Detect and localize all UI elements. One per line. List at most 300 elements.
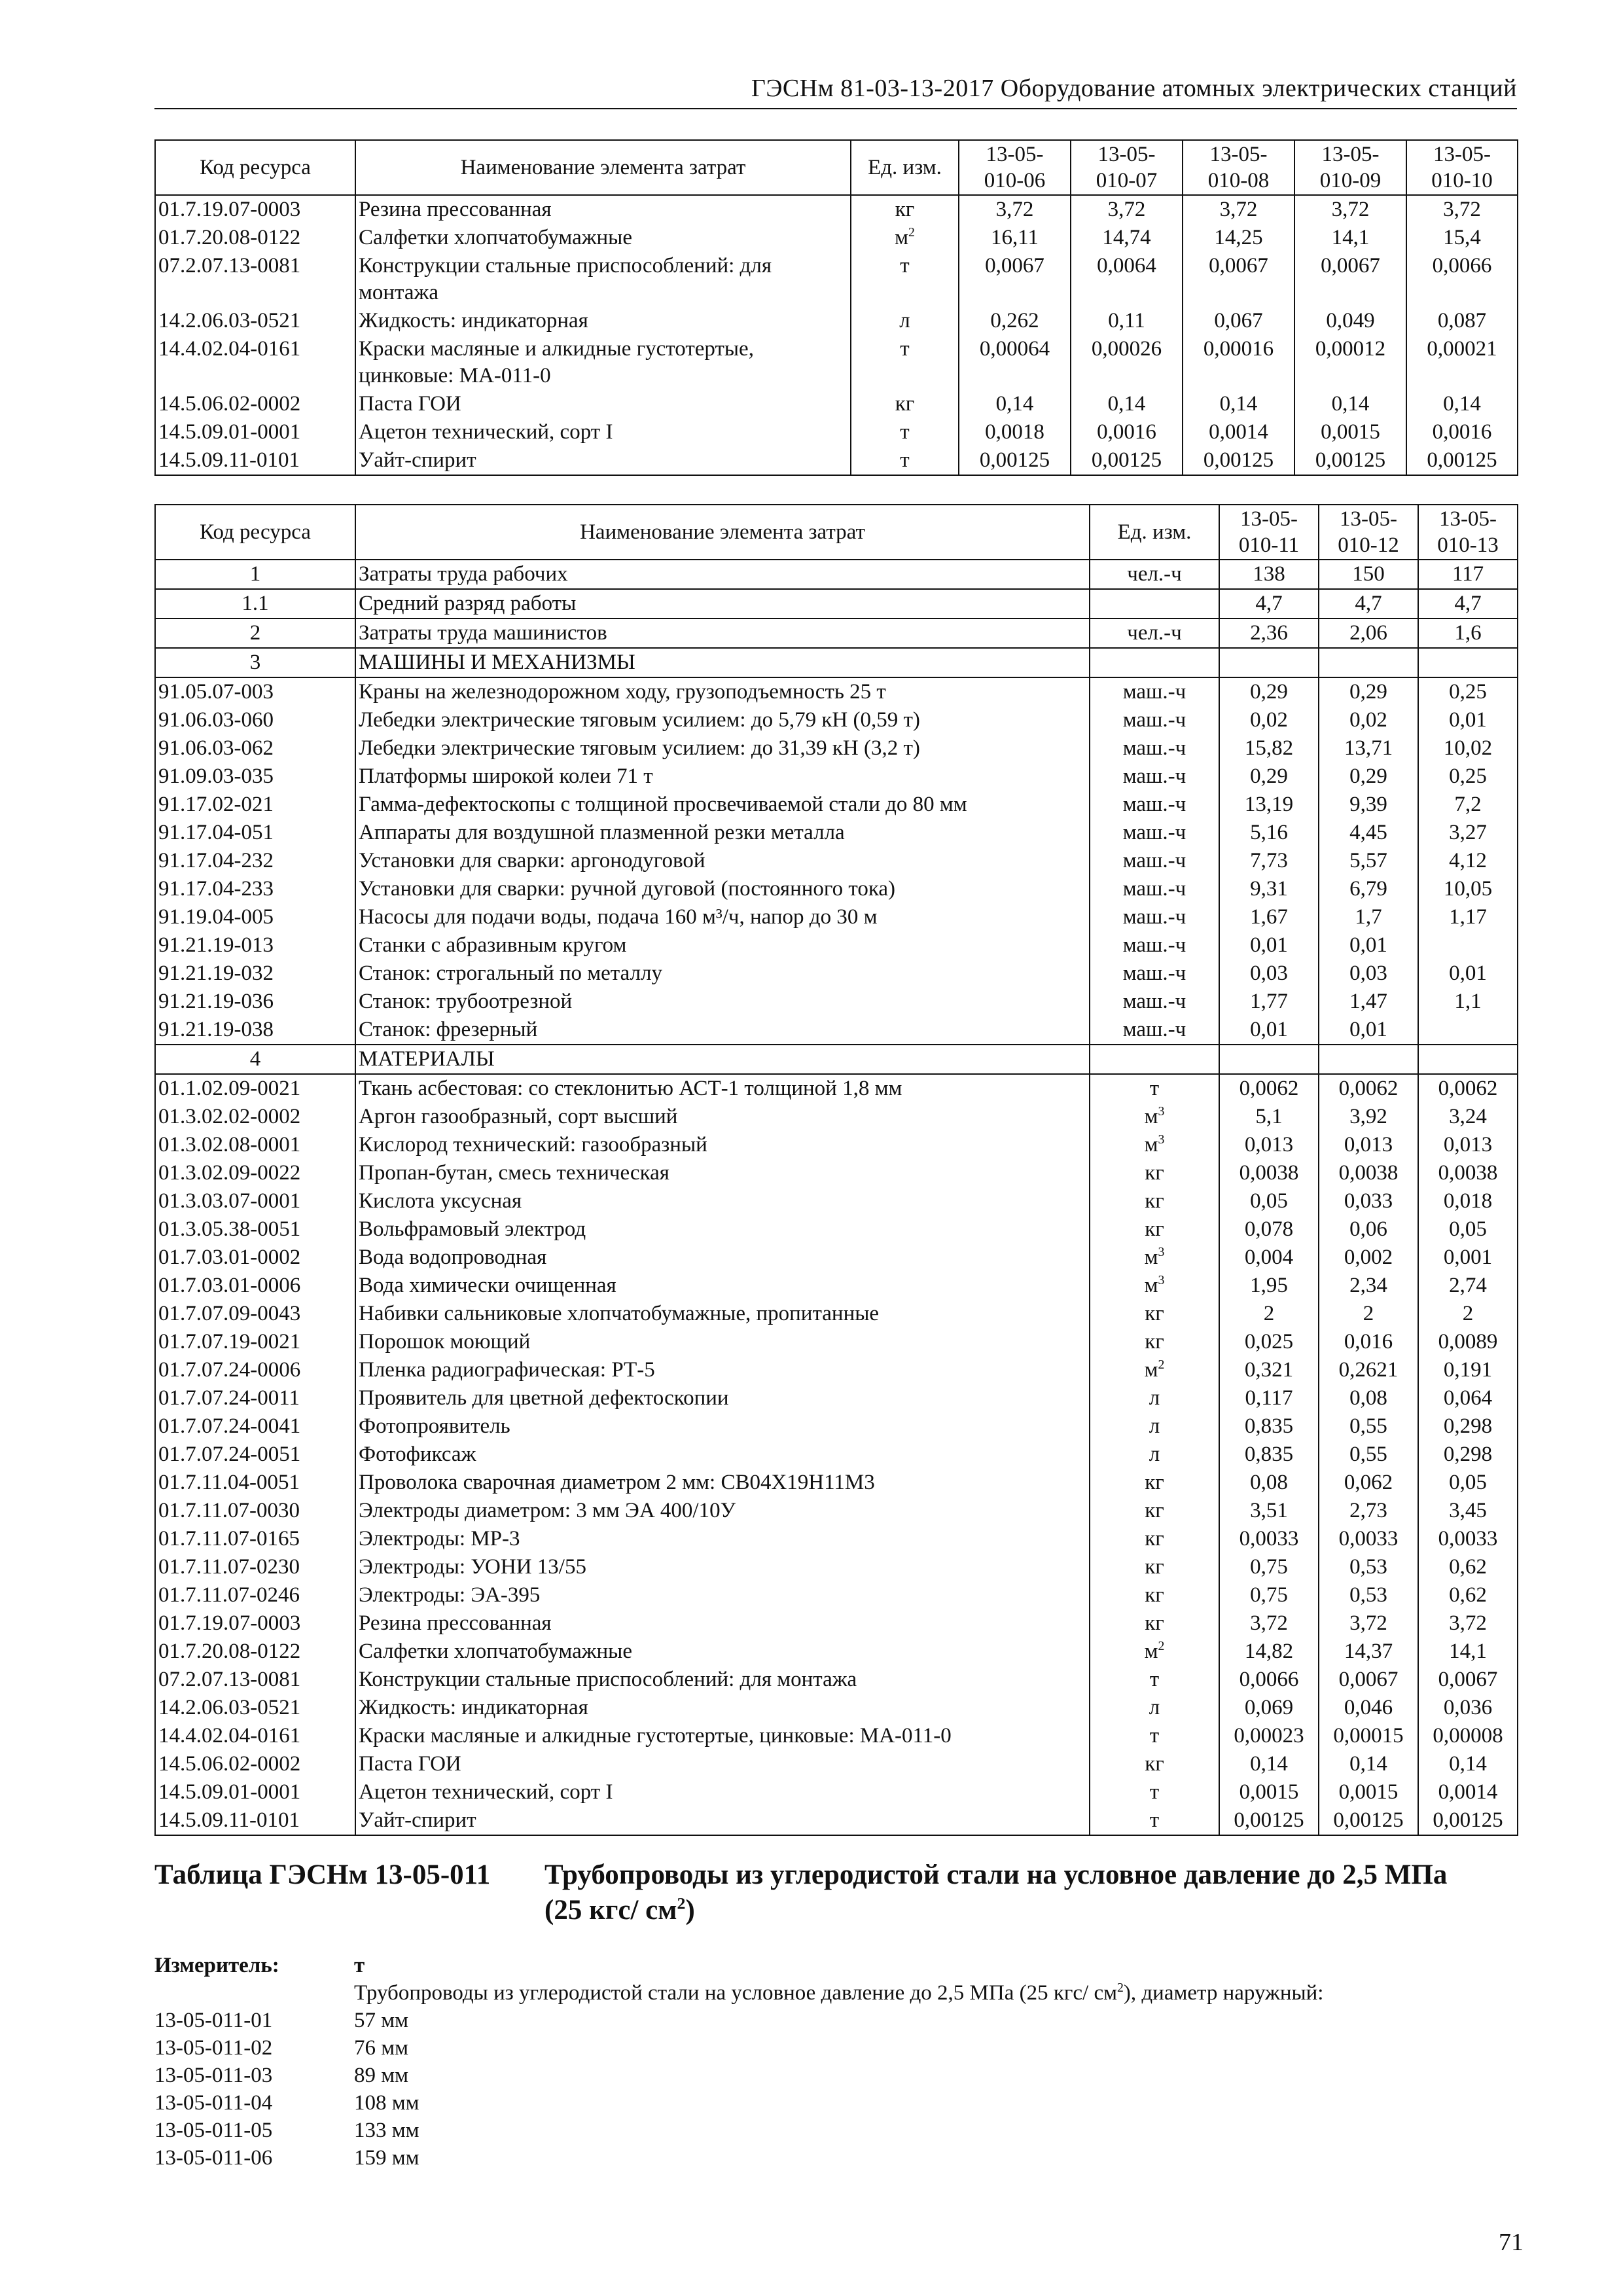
resource-value: 14,1 [1294, 224, 1406, 252]
resource-table-2 [154, 504, 1518, 1836]
resource-name: Кислота уксусная [355, 1187, 1090, 1215]
resource-name: Кислород технический: газообразный [355, 1131, 1090, 1159]
resource-unit: маш.-ч [1090, 734, 1219, 762]
resource-name: Электроды: УОНИ 13/55 [355, 1553, 1090, 1581]
resource-value: 0,025 [1219, 1328, 1319, 1356]
resource-code: 91.17.04-051 [155, 819, 355, 847]
resource-code: 14.5.06.02-0002 [155, 390, 355, 418]
resource-code: 07.2.07.13-0081 [155, 1666, 355, 1694]
table1-header-6: 13-05- 010-09 [1294, 140, 1406, 195]
meter-item-code: 13-05-011-04 [154, 2091, 273, 2115]
resource-value [1418, 1016, 1518, 1045]
meter-item-code: 13-05-011-01 [154, 2009, 273, 2032]
resource-unit: т [851, 418, 959, 446]
resource-value: 0,0018 [959, 418, 1071, 446]
resource-code: 01.7.11.07-0165 [155, 1525, 355, 1553]
resource-unit: т [1090, 1722, 1219, 1750]
table-row [155, 677, 1518, 706]
resource-value: 0,00008 [1418, 1722, 1518, 1750]
resource-value: 3,45 [1418, 1497, 1518, 1525]
resource-value: 0,29 [1219, 762, 1319, 791]
resource-value: 10,02 [1418, 734, 1518, 762]
meter-item [154, 2007, 1517, 2034]
resource-value: 117 [1418, 560, 1518, 589]
resource-value: 0,0067 [1183, 252, 1294, 307]
resource-value: 0,29 [1219, 677, 1319, 706]
resource-value: 0,25 [1418, 677, 1518, 706]
resource-value: 0,062 [1319, 1469, 1418, 1497]
resource-unit: кг [1090, 1525, 1219, 1553]
resource-value: 0,0033 [1418, 1525, 1518, 1553]
resource-value: 10,05 [1418, 875, 1518, 903]
resource-value: 0,046 [1319, 1694, 1418, 1722]
resource-value: 0,0038 [1319, 1159, 1418, 1187]
resource-value: 1,17 [1418, 903, 1518, 931]
table-row [155, 1244, 1518, 1272]
resource-value: 0,14 [1219, 1750, 1319, 1778]
resource-value: 2 [1319, 1300, 1418, 1328]
resource-unit: маш.-ч [1090, 847, 1219, 875]
resource-value: 0,29 [1319, 762, 1418, 791]
resource-name: Краски масляные и алкидные густотертые, цинковые: МА-011-0 [355, 335, 851, 390]
resource-code: 01.7.20.08-0122 [155, 224, 355, 252]
table-caption-text: Трубопроводы из углеродистой стали на условное давление до 2,5 МПа (25 кгс/ $см^2$) [544, 1859, 1448, 1926]
resource-value: 0,0014 [1418, 1778, 1518, 1806]
resource-value: 3,72 [1071, 195, 1183, 224]
table-row [155, 1497, 1518, 1525]
table-row [155, 1638, 1518, 1666]
resource-value: 0,0089 [1418, 1328, 1518, 1356]
table-row [155, 446, 1518, 475]
resource-unit: кг [1090, 1581, 1219, 1609]
resource-code: 01.7.19.07-0003 [155, 1609, 355, 1638]
table-row [155, 224, 1518, 252]
resource-code: 91.21.19-036 [155, 988, 355, 1016]
resource-value [1418, 1045, 1518, 1074]
resource-value: 0,016 [1319, 1328, 1418, 1356]
resource-code: 01.3.02.09-0022 [155, 1159, 355, 1187]
resource-code: 14.5.09.01-0001 [155, 1778, 355, 1806]
resource-code: 01.7.19.07-0003 [155, 195, 355, 224]
table-row [155, 875, 1518, 903]
table-row [155, 1441, 1518, 1469]
resource-value [1319, 1045, 1418, 1074]
resource-unit: маш.-ч [1090, 706, 1219, 734]
resource-value: 0,0066 [1406, 252, 1518, 307]
resource-unit: $м^2$ [1090, 1356, 1219, 1384]
resource-value: 0,00016 [1183, 335, 1294, 390]
resource-name: Салфетки хлопчатобумажные [355, 224, 851, 252]
resource-code: 01.7.07.24-0011 [155, 1384, 355, 1412]
resource-value: 2,36 [1219, 619, 1319, 648]
table-row [155, 1722, 1518, 1750]
resource-unit: т [1090, 1074, 1219, 1103]
resource-value: 0,06 [1319, 1215, 1418, 1244]
resource-unit: маш.-ч [1090, 931, 1219, 960]
resource-unit: т [851, 252, 959, 307]
resource-value: 14,74 [1071, 224, 1183, 252]
resource-code: 91.21.19-013 [155, 931, 355, 960]
resource-value: 7,73 [1219, 847, 1319, 875]
resource-value: 1,6 [1418, 619, 1518, 648]
resource-value: 5,57 [1319, 847, 1418, 875]
table-row [155, 1356, 1518, 1384]
resource-unit: т [1090, 1806, 1219, 1835]
resource-unit: маш.-ч [1090, 791, 1219, 819]
resource-code: 14.4.02.04-0161 [155, 335, 355, 390]
resource-value: 0,0062 [1219, 1074, 1319, 1103]
table-row [155, 706, 1518, 734]
table-row [155, 1581, 1518, 1609]
resource-value: 0,01 [1219, 1016, 1319, 1045]
resource-code: 14.5.09.01-0001 [155, 418, 355, 446]
resource-value: 0,14 [1406, 390, 1518, 418]
resource-name: Ацетон технический, сорт I [355, 418, 851, 446]
resource-code: 01.7.07.24-0051 [155, 1441, 355, 1469]
resource-name: Аргон газообразный, сорт высший [355, 1103, 1090, 1131]
meter-block [154, 1952, 1517, 2172]
meter-item [154, 2089, 1517, 2117]
resource-code: 3 [155, 648, 355, 677]
meter-item-value: 89 мм [354, 2064, 409, 2087]
resource-table-1 [154, 139, 1518, 476]
table-row [155, 619, 1518, 648]
table-row [155, 335, 1518, 390]
resource-value: 3,27 [1418, 819, 1518, 847]
resource-value: 0,11 [1071, 307, 1183, 335]
resource-value: 0,05 [1418, 1469, 1518, 1497]
table-row [155, 560, 1518, 589]
resource-unit: маш.-ч [1090, 988, 1219, 1016]
resource-unit: т [1090, 1666, 1219, 1694]
resource-name: Вольфрамовый электрод [355, 1215, 1090, 1244]
resource-value: 0,0067 [1418, 1666, 1518, 1694]
meter-item-code: 13-05-011-05 [154, 2119, 273, 2142]
resource-code: 91.21.19-032 [155, 960, 355, 988]
resource-code: 01.7.07.09-0043 [155, 1300, 355, 1328]
resource-unit: чел.-ч [1090, 619, 1219, 648]
table1-header-1: Наименование элемента затрат [355, 140, 851, 195]
table2-header-1: Наименование элемента затрат [355, 505, 1090, 560]
resource-name: МАТЕРИАЛЫ [355, 1045, 1090, 1074]
resource-value: 15,82 [1219, 734, 1319, 762]
page-number: 71 [1499, 2229, 1524, 2256]
resource-unit: чел.-ч [1090, 560, 1219, 589]
table-row [155, 307, 1518, 335]
resource-value: 5,1 [1219, 1103, 1319, 1131]
resource-unit: маш.-ч [1090, 1016, 1219, 1045]
resource-name: Фотофиксаж [355, 1441, 1090, 1469]
resource-unit: маш.-ч [1090, 819, 1219, 847]
table2-header-4: 13-05- 010-12 [1319, 505, 1418, 560]
resource-code: 1 [155, 560, 355, 589]
table1-header-4: 13-05- 010-07 [1071, 140, 1183, 195]
resource-value: 3,72 [1219, 1609, 1319, 1638]
resource-value: 2,73 [1319, 1497, 1418, 1525]
resource-code: 01.7.20.08-0122 [155, 1638, 355, 1666]
resource-code: 91.06.03-062 [155, 734, 355, 762]
resource-name: Установки для сварки: ручной дуговой (постоянного тока) [355, 875, 1090, 903]
table-row [155, 648, 1518, 677]
table-row [155, 1272, 1518, 1300]
resource-value: 4,7 [1219, 589, 1319, 619]
resource-unit: маш.-ч [1090, 875, 1219, 903]
resource-value: 0,018 [1418, 1187, 1518, 1215]
resource-value: 0,14 [1071, 390, 1183, 418]
resource-value: 0,00125 [1406, 446, 1518, 475]
resource-code: 14.5.09.11-0101 [155, 1806, 355, 1835]
resource-value: 138 [1219, 560, 1319, 589]
resource-value: 0,0014 [1183, 418, 1294, 446]
resource-name: Уайт-спирит [355, 446, 851, 475]
resource-value: 0,298 [1418, 1412, 1518, 1441]
resource-unit [1090, 648, 1219, 677]
meter-item-code: 13-05-011-03 [154, 2064, 273, 2087]
resource-value: 0,05 [1219, 1187, 1319, 1215]
resource-value: 0,078 [1219, 1215, 1319, 1244]
resource-unit: т [1090, 1778, 1219, 1806]
resource-unit: кг [1090, 1750, 1219, 1778]
resource-name: Установки для сварки: аргонодуговой [355, 847, 1090, 875]
resource-value: 9,39 [1319, 791, 1418, 819]
resource-value: 1,7 [1319, 903, 1418, 931]
resource-value: 0,0016 [1406, 418, 1518, 446]
resource-value: 0,14 [1294, 390, 1406, 418]
resource-name: Резина прессованная [355, 195, 851, 224]
resource-value: 14,1 [1418, 1638, 1518, 1666]
resource-code: 01.3.05.38-0051 [155, 1215, 355, 1244]
meter-item-value: 133 мм [354, 2119, 419, 2142]
resource-unit: маш.-ч [1090, 677, 1219, 706]
resource-name: Конструкции стальные приспособлений: для монтажа [355, 252, 851, 307]
resource-unit: кг [1090, 1215, 1219, 1244]
resource-value: 0,62 [1418, 1553, 1518, 1581]
resource-code: 14.5.09.11-0101 [155, 446, 355, 475]
resource-value: 0,067 [1183, 307, 1294, 335]
resource-name: Станок: трубоотрезной [355, 988, 1090, 1016]
resource-code: 01.1.02.09-0021 [155, 1074, 355, 1103]
resource-value: 0,0064 [1071, 252, 1183, 307]
resource-name: Ацетон технический, сорт I [355, 1778, 1090, 1806]
resource-value: 0,0038 [1418, 1159, 1518, 1187]
resource-value: 3,72 [1418, 1609, 1518, 1638]
resource-value: 1,1 [1418, 988, 1518, 1016]
resource-value: 3,51 [1219, 1497, 1319, 1525]
resource-code: 91.17.02-021 [155, 791, 355, 819]
resource-code: 01.7.07.24-0006 [155, 1356, 355, 1384]
table1-header-3: 13-05- 010-06 [959, 140, 1071, 195]
meter-item-value: 76 мм [354, 2036, 409, 2060]
resource-code: 91.17.04-232 [155, 847, 355, 875]
resource-value: 0,55 [1319, 1441, 1418, 1469]
resource-code: 91.05.07-003 [155, 677, 355, 706]
resource-code: 91.09.03-035 [155, 762, 355, 791]
resource-name: Платформы широкой колеи 71 т [355, 762, 1090, 791]
resource-code: 14.4.02.04-0161 [155, 1722, 355, 1750]
resource-unit: кг [1090, 1469, 1219, 1497]
table-row [155, 1778, 1518, 1806]
resource-value: 6,79 [1319, 875, 1418, 903]
resource-name: Электроды: ЭА-395 [355, 1581, 1090, 1609]
resource-unit: л [1090, 1441, 1219, 1469]
resource-name: Электроды: МР-3 [355, 1525, 1090, 1553]
resource-code: 4 [155, 1045, 355, 1074]
meter-item-code: 13-05-011-02 [154, 2036, 273, 2060]
table-row [155, 847, 1518, 875]
resource-value: 14,82 [1219, 1638, 1319, 1666]
resource-value [1319, 648, 1418, 677]
meter-label: Измеритель: [154, 1954, 279, 1977]
meter-item [154, 2117, 1517, 2144]
resource-value: 0,00015 [1319, 1722, 1418, 1750]
resource-unit: $м^3$ [1090, 1244, 1219, 1272]
resource-unit: кг [851, 390, 959, 418]
table-row [155, 195, 1518, 224]
resource-value: 2 [1219, 1300, 1319, 1328]
resource-value: 0,00125 [1319, 1806, 1418, 1835]
table-row [155, 1300, 1518, 1328]
resource-name: Средний разряд работы [355, 589, 1090, 619]
resource-value [1219, 648, 1319, 677]
resource-unit: кг [1090, 1300, 1219, 1328]
resource-value: 150 [1319, 560, 1418, 589]
table-row [155, 1159, 1518, 1187]
table-row [155, 1131, 1518, 1159]
resource-unit: т [851, 446, 959, 475]
resource-value: 0,002 [1319, 1244, 1418, 1272]
table-row [155, 1016, 1518, 1045]
resource-value: 0,069 [1219, 1694, 1319, 1722]
resource-value: 0,00125 [1071, 446, 1183, 475]
resource-value: 3,92 [1319, 1103, 1418, 1131]
resource-code: 01.7.07.24-0041 [155, 1412, 355, 1441]
resource-unit: л [1090, 1694, 1219, 1722]
table1-header-5: 13-05- 010-08 [1183, 140, 1294, 195]
resource-value: 0,08 [1219, 1469, 1319, 1497]
meter-unit: т [354, 1954, 365, 1977]
resource-name: Гамма-дефектоскопы с толщиной просвечиваемой стали до 80 мм [355, 791, 1090, 819]
meter-item [154, 2144, 1517, 2172]
resource-code: 01.7.03.01-0006 [155, 1272, 355, 1300]
resource-value: 0,0038 [1219, 1159, 1319, 1187]
resource-value: 0,00125 [959, 446, 1071, 475]
resource-value: 0,62 [1418, 1581, 1518, 1609]
resource-value [1418, 931, 1518, 960]
resource-unit: маш.-ч [1090, 960, 1219, 988]
resource-value: 0,087 [1406, 307, 1518, 335]
resource-value: 0,14 [959, 390, 1071, 418]
resource-value: 0,049 [1294, 307, 1406, 335]
resource-code: 14.2.06.03-0521 [155, 307, 355, 335]
resource-value: 0,036 [1418, 1694, 1518, 1722]
resource-name: Порошок моющий [355, 1328, 1090, 1356]
resource-unit: кг [851, 195, 959, 224]
resource-value: 0,0067 [1319, 1666, 1418, 1694]
table-row [155, 762, 1518, 791]
resource-value: 0,0067 [959, 252, 1071, 307]
resource-value: 0,14 [1183, 390, 1294, 418]
resource-unit: $м^3$ [1090, 1131, 1219, 1159]
resource-unit: маш.-ч [1090, 762, 1219, 791]
resource-value: 0,2621 [1319, 1356, 1418, 1384]
resource-unit: л [1090, 1412, 1219, 1441]
resource-value: 0,02 [1219, 706, 1319, 734]
resource-value: 0,05 [1418, 1215, 1518, 1244]
running-header: ГЭСНм 81-03-13-2017 Оборудование атомных электрических станций [154, 74, 1517, 109]
resource-value: 0,0062 [1418, 1074, 1518, 1103]
resource-value [1418, 648, 1518, 677]
table-row [155, 1806, 1518, 1835]
resource-code: 01.7.11.04-0051 [155, 1469, 355, 1497]
resource-name: Пленка радиографическая: РТ-5 [355, 1356, 1090, 1384]
resource-value: 0,00125 [1219, 1806, 1319, 1835]
resource-unit: $м^2$ [851, 224, 959, 252]
resource-value: 2,74 [1418, 1272, 1518, 1300]
resource-value: 0,298 [1418, 1441, 1518, 1469]
resource-value: 0,02 [1319, 706, 1418, 734]
resource-name: Фотопроявитель [355, 1412, 1090, 1441]
resource-value: 3,72 [1319, 1609, 1418, 1638]
resource-value: 0,00125 [1183, 446, 1294, 475]
resource-unit [1090, 589, 1219, 619]
resource-value: 0,001 [1418, 1244, 1518, 1272]
resource-unit: $м^3$ [1090, 1103, 1219, 1131]
resource-value: 0,01 [1219, 931, 1319, 960]
meter-item-value: 159 мм [354, 2146, 419, 2170]
resource-name: Вода водопроводная [355, 1244, 1090, 1272]
resource-unit: кг [1090, 1609, 1219, 1638]
table-row [155, 1187, 1518, 1215]
table1-header-2: Ед. изм. [851, 140, 959, 195]
table-row [155, 1074, 1518, 1103]
table-row [155, 1525, 1518, 1553]
resource-value: 14,25 [1183, 224, 1294, 252]
table-row [155, 390, 1518, 418]
resource-value: 15,4 [1406, 224, 1518, 252]
resource-value: 0,835 [1219, 1441, 1319, 1469]
resource-value: 16,11 [959, 224, 1071, 252]
table-row [155, 1328, 1518, 1356]
resource-value: 0,004 [1219, 1244, 1319, 1272]
table-row [155, 960, 1518, 988]
resource-name: Проволока сварочная диаметром 2 мм: СВ04Х19Н11М3 [355, 1469, 1090, 1497]
resource-value: 0,00012 [1294, 335, 1406, 390]
resource-value: 1,95 [1219, 1272, 1319, 1300]
resource-value: 4,7 [1418, 589, 1518, 619]
resource-value: 0,00064 [959, 335, 1071, 390]
table-row [155, 931, 1518, 960]
table-row [155, 589, 1518, 619]
resource-name: Резина прессованная [355, 1609, 1090, 1638]
resource-unit: л [851, 307, 959, 335]
resource-value: 0,53 [1319, 1553, 1418, 1581]
resource-value: 0,75 [1219, 1553, 1319, 1581]
table-row [155, 791, 1518, 819]
resource-name: Станки с абразивным кругом [355, 931, 1090, 960]
resource-value: 3,72 [1406, 195, 1518, 224]
resource-name: МАШИНЫ И МЕХАНИЗМЫ [355, 648, 1090, 677]
meter-item [154, 2062, 1517, 2089]
resource-code: 01.7.11.07-0246 [155, 1581, 355, 1609]
resource-value: 0,00026 [1071, 335, 1183, 390]
resource-code: 91.17.04-233 [155, 875, 355, 903]
resource-value: 0,835 [1219, 1412, 1319, 1441]
table-row [155, 1609, 1518, 1638]
resource-value: 4,7 [1319, 589, 1418, 619]
resource-name: Аппараты для воздушной плазменной резки металла [355, 819, 1090, 847]
resource-code: 1.1 [155, 589, 355, 619]
resource-name: Лебедки электрические тяговым усилием: до 31,39 кН (3,2 т) [355, 734, 1090, 762]
